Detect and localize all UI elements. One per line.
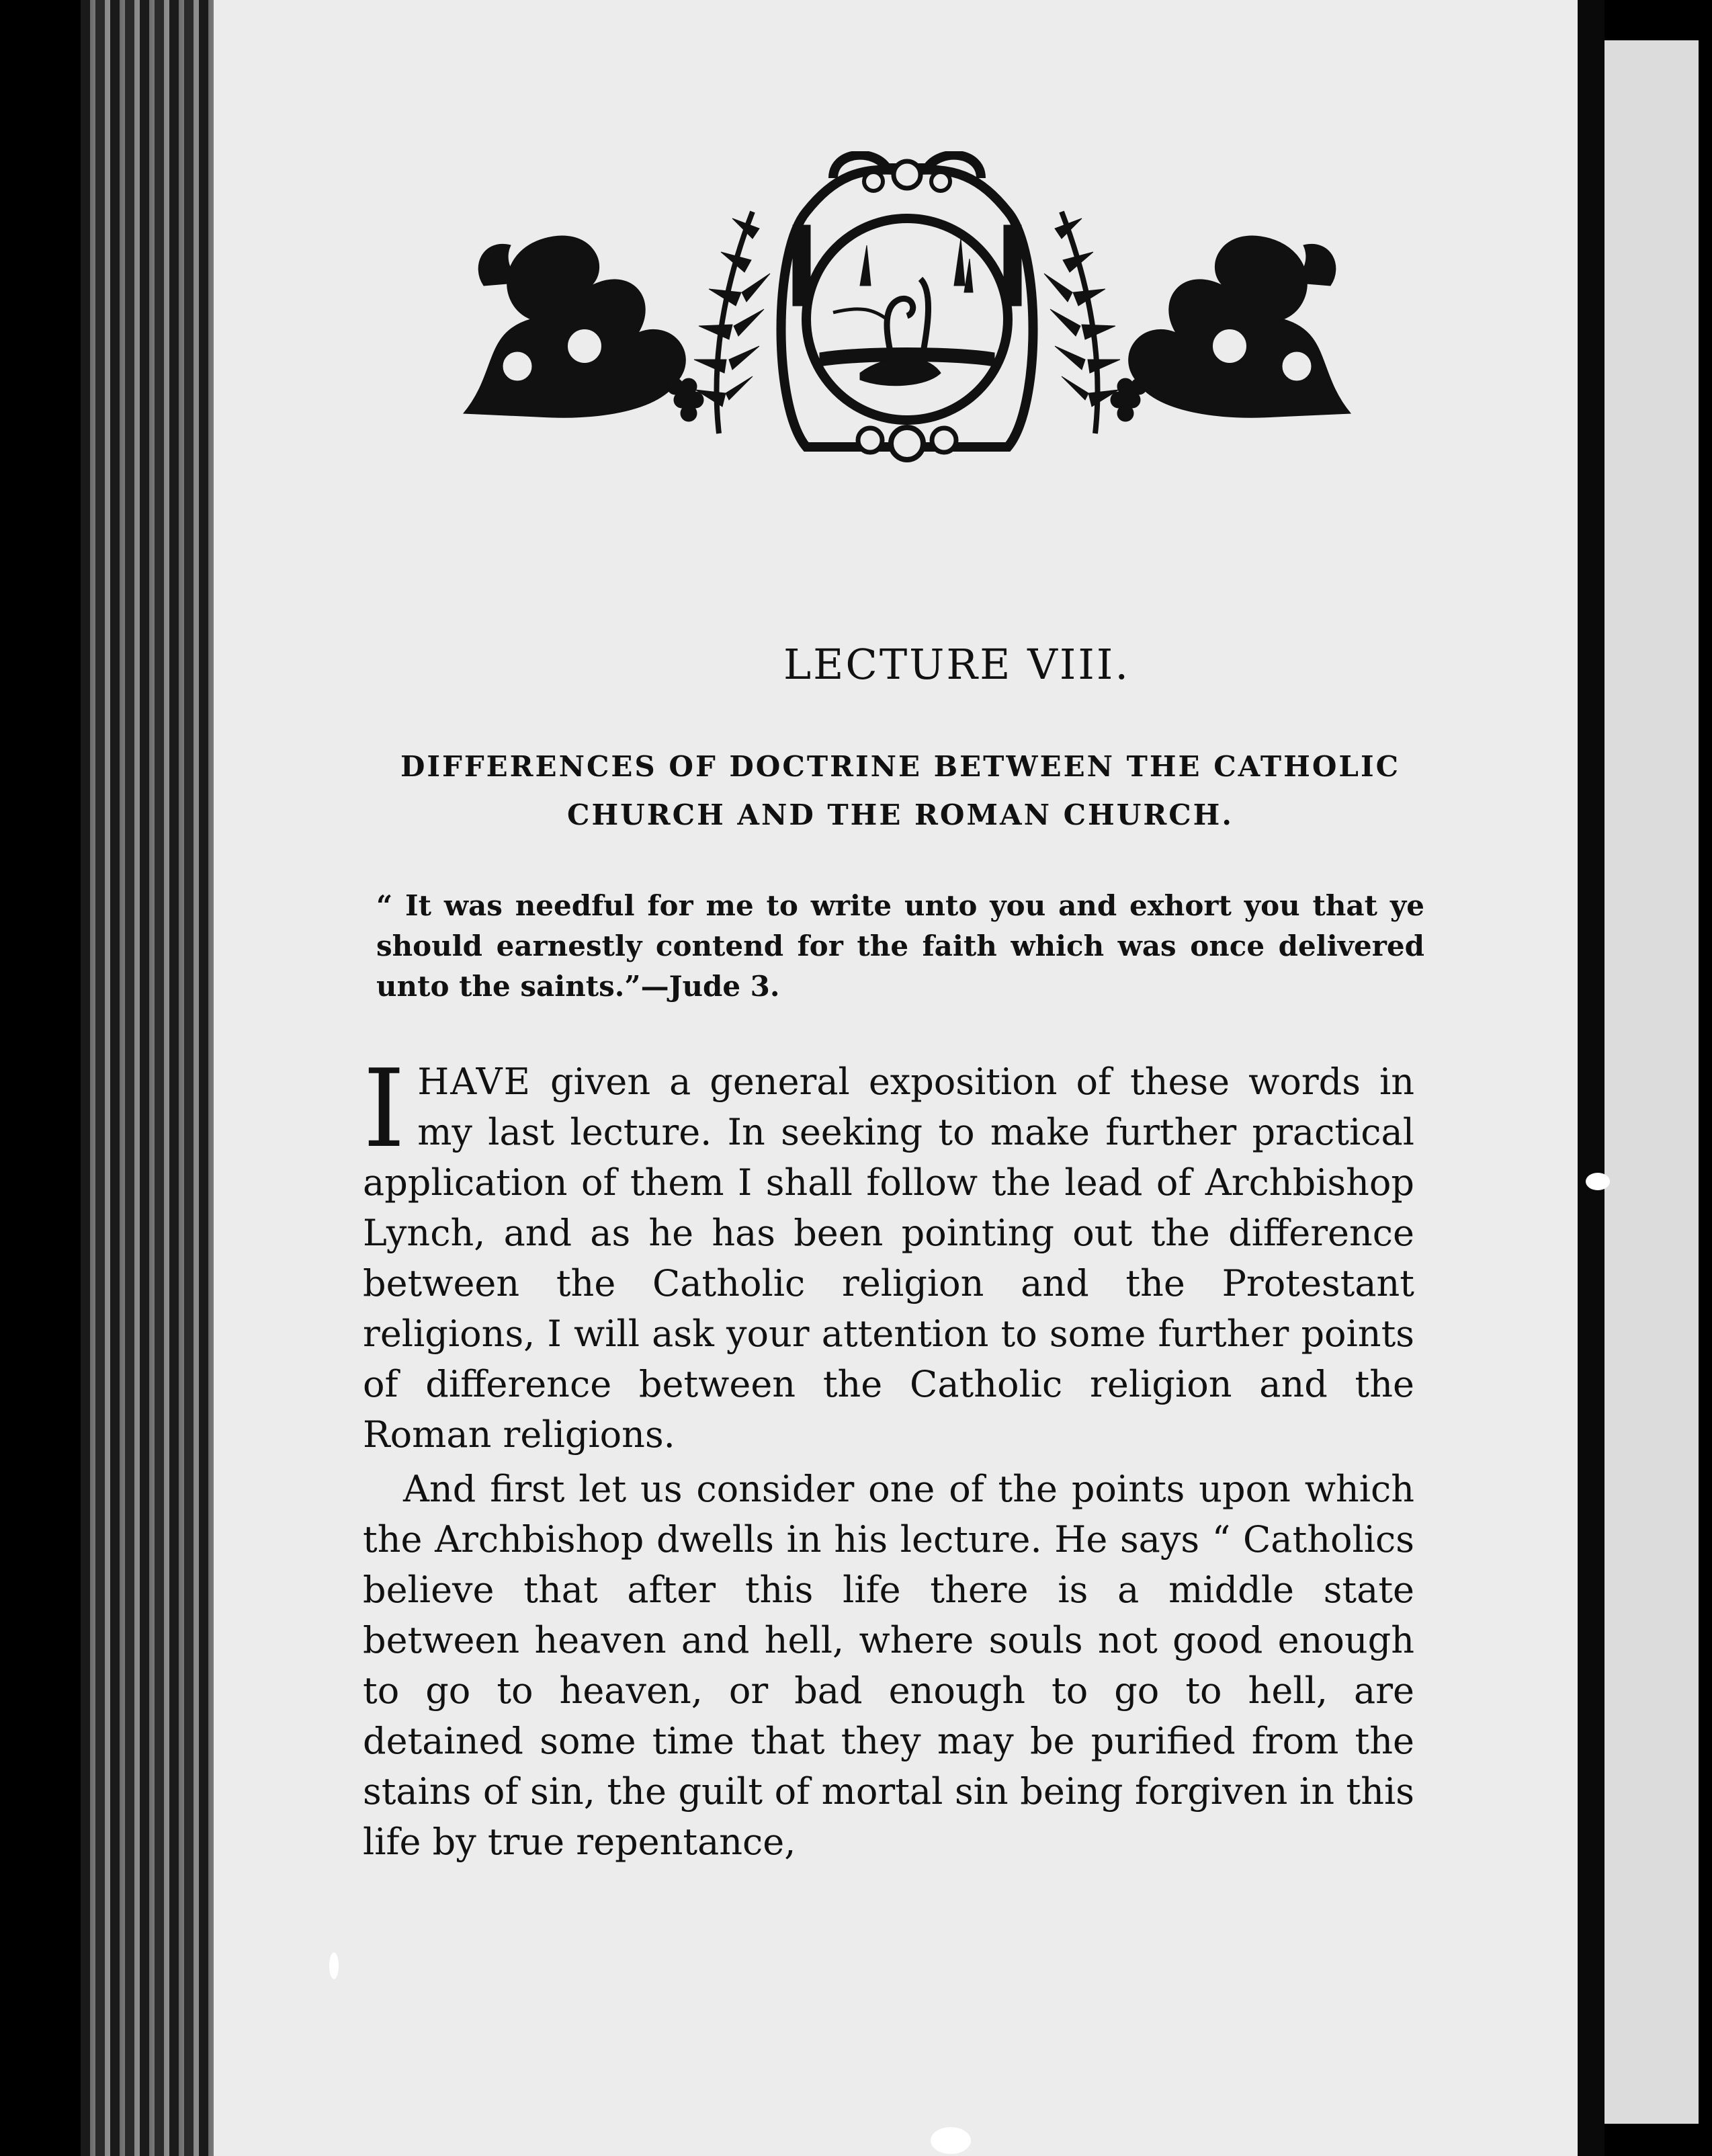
scan-speck [1586,1173,1610,1190]
drop-cap: I [363,1046,406,1171]
paragraph-lead-word: HAVE [417,1061,532,1103]
body-text [363,1046,1414,1867]
paragraph-1-text: given a general exposition of these words in my last lecture. In seeking to make further practical application of them I shall follow the lead of Archbishop Lynch, and as he has been pointing out the difference between the Catholic religion and the Protestant religions, I will ask your attention to some further points of difference between the Catholic religion and the Roman religions. [363,1061,1414,1456]
paragraph-1 [363,1046,1414,1460]
paragraph-2: And first let us consider one of the points upon which the Archbishop dwells in his lecture. He says “ Catholics believe that after this life there is a middle state between heaven and hell, where souls not good enough to go to heaven, or bad enough to go to hell, are detained some time that they may be purified from the stains of sin, the guilt of mortal sin being forgiven in this life by true repentance, [363,1468,1414,1863]
facing-page-edge [1604,40,1699,2124]
epigraph-quote: “ It was needful for me to write unto you and exhort you that ye should earnestly contend for the faith which was once delivered unto the saints.”—Jude 3. [376,889,1424,1003]
scan-speck [329,1952,339,1979]
page-gutter [1578,0,1604,2156]
lecture-title: LECTURE VIII. [783,640,1131,689]
book-binding-edge [81,0,235,2156]
lecture-subtitle: DIFFERENCES OF DOCTRINE BETWEEN THE CATHOLIC CHURCH AND THE ROMAN CHURCH. [400,750,1401,831]
scan-speck [931,2127,971,2154]
headpiece-ornament [457,151,1357,474]
